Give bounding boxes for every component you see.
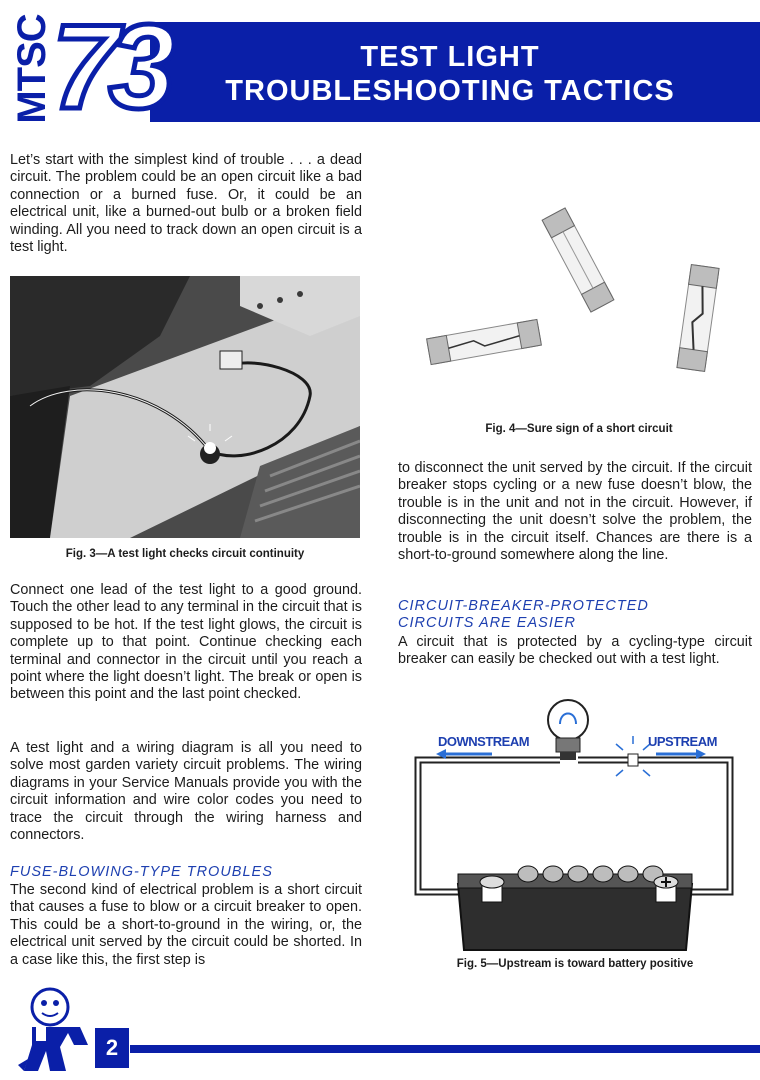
body-paragraph-3: A test light and a wiring diagram is all you need to solve most garden variety circuit problems. The wiring diagrams in your Service Manuals provide you with the circuit information and wire color codes you need to trace the circuit through the wiring harness and connectors.	[10, 740, 362, 844]
subhead-line-2: CIRCUITS ARE EASIER	[398, 615, 576, 631]
subhead-line-1: CIRCUIT-BREAKER-PROTECTED	[398, 598, 649, 614]
logo-text: MTSC	[10, 14, 54, 124]
downstream-label: DOWNSTREAM	[438, 734, 530, 749]
subhead-circuit-breaker	[398, 598, 752, 632]
mascot-illustration	[10, 985, 105, 1075]
page-number: 2	[95, 1028, 129, 1068]
fig3-caption: Fig. 3—A test light checks circuit continuity	[65, 548, 305, 560]
fuses-photo	[398, 150, 760, 418]
fig5-caption: Fig. 5—Upstream is toward battery positive	[456, 958, 694, 970]
right-paragraph-2: A circuit that is protected by a cycling-type circuit breaker can easily be checked out with a test light.	[398, 634, 752, 668]
subhead-fuse-blowing: FUSE-BLOWING-TYPE TROUBLES	[10, 864, 273, 880]
body-paragraph-2: Connect one lead of the test light to a good ground. Touch the other lead to any terminal in the circuit that is supposed to be hot. If the test light glows, the circuit is complete up to that point. Continue checking each terminal and connector in the circuit until you reach a point where the light doesn’t light. The break or open is between this point and the last point checked.	[10, 582, 362, 703]
body-paragraph-4: The second kind of electrical problem is a short circuit that causes a fuse to blow or a circuit breaker to open. This could be a short-to-ground in the wiring, or, the electrical unit served by the circuit could be shorted. In a case like this, the first step is	[10, 882, 362, 968]
fig4-caption: Fig. 4—Sure sign of a short circuit	[485, 423, 673, 435]
title-line-2: TROUBLESHOOTING TACTICS	[225, 75, 675, 107]
upstream-label: UPSTREAM	[648, 734, 717, 749]
footer-rule	[130, 1045, 760, 1053]
intro-paragraph: Let’s start with the simplest kind of trouble . . . a dead circuit. The problem could be an open circuit like a bad connection or a burned fuse. Or, it could be an electrical unit, like a burned-out bulb or a broken field winding. All you need to track down an open circuit is a test light.	[10, 152, 362, 256]
logo-number: 73	[52, 0, 166, 134]
circuit-diagram	[400, 692, 750, 956]
right-paragraph-1: to disconnect the unit served by the circuit. If the circuit breaker stops cycling or a new fuse doesn’t blow, the trouble is in the unit and not in the circuit. However, if disconnecting the unit doesn’t solve the problem, the trouble is in the circuit itself. Chances are there is a short-to-ground somewhere along the line.	[398, 460, 752, 564]
page-title	[170, 40, 730, 108]
test-light-photo	[10, 276, 360, 538]
title-line-1: TEST LIGHT	[360, 41, 540, 73]
